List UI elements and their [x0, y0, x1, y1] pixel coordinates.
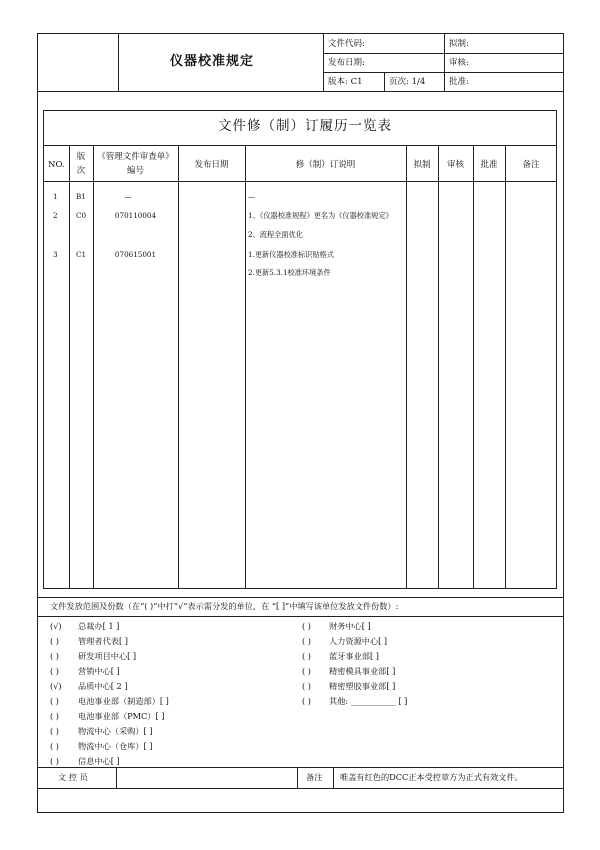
column-divider — [438, 145, 439, 589]
footer-bottom-border — [37, 788, 564, 789]
row-2-no: 2 — [53, 211, 58, 220]
dist-left-mark-1[interactable]: (√) — [50, 621, 62, 631]
distribution-top-border — [37, 597, 564, 598]
dist-right-unit-3: 蓝牙事业部[ ] — [329, 651, 379, 661]
row-1-desc: — — [248, 192, 256, 201]
dist-right-unit-1: 财务中心[ ] — [329, 621, 371, 631]
issue-date-label: 发布日期: — [328, 58, 365, 68]
dist-left-unit-4: 营销中心[ ] — [78, 666, 120, 676]
col-code-header: 编号 — [126, 166, 144, 176]
footer-divider — [297, 767, 298, 788]
document-controller-label: 文 控 员 — [58, 772, 88, 782]
document-title: 仪器校准规定 — [170, 54, 255, 69]
row-3-code: 070615001 — [114, 250, 157, 259]
dist-left-unit-7: 电池事业部（PMC）[ ] — [78, 711, 165, 721]
column-divider — [505, 145, 506, 589]
dist-right-mark-4[interactable]: ( ) — [302, 666, 311, 676]
header-divider — [323, 53, 564, 54]
dist-left-mark-9[interactable]: ( ) — [50, 741, 59, 751]
dist-left-mark-8[interactable]: ( ) — [50, 726, 59, 736]
header-divider — [323, 34, 324, 91]
distribution-header-divider — [37, 616, 564, 617]
dist-right-mark-2[interactable]: ( ) — [302, 636, 311, 646]
dist-right-unit-6[interactable]: 其他: ___________ [ ] — [329, 696, 408, 706]
col-date-header: 发布日期 — [194, 160, 229, 170]
approver-label: 批准: — [449, 77, 469, 87]
header-divider — [323, 72, 564, 73]
reviewer-label: 审核: — [449, 58, 469, 68]
dist-left-mark-10[interactable]: ( ) — [50, 756, 59, 766]
dist-left-mark-7[interactable]: ( ) — [50, 711, 59, 721]
dist-left-mark-6[interactable]: ( ) — [50, 696, 59, 706]
column-divider — [245, 145, 246, 589]
dist-left-unit-3: 研发项目中心[ ] — [78, 651, 137, 661]
row-2-version: C0 — [76, 211, 87, 220]
dist-right-mark-5[interactable]: ( ) — [302, 681, 311, 691]
drafter-label: 拟制: — [449, 39, 469, 49]
column-divider — [406, 145, 407, 589]
col-approve-header: 批准 — [480, 160, 498, 170]
dist-left-unit-10: 信息中心[ ] — [78, 756, 120, 766]
col-review-header: 审核 — [446, 160, 464, 170]
dist-left-unit-2: 管理者代表[ ] — [78, 636, 128, 646]
header-bottom-border — [37, 91, 564, 92]
page-label: 页次: 1/4 — [389, 77, 426, 87]
row-2-code: 070110004 — [114, 211, 157, 220]
row-3-desc-line-2: 2.更新5.3.1校准环境条件 — [248, 268, 331, 277]
row-1-no: 1 — [53, 192, 58, 201]
footer-remark-label: 备注 — [306, 772, 323, 782]
dist-left-mark-5[interactable]: (√) — [50, 681, 62, 691]
row-3-no: 3 — [53, 250, 58, 259]
row-3-desc-line-1: 1.更新仪器校准标识贴格式 — [248, 250, 334, 259]
row-2-desc-line-2: 2、流程全面优化 — [248, 230, 303, 239]
col-no-header: NO. — [48, 160, 65, 170]
dist-right-mark-3[interactable]: ( ) — [302, 651, 311, 661]
column-divider — [69, 145, 70, 589]
document-controller-field[interactable] — [117, 768, 296, 787]
col-version-header: 次 — [76, 166, 86, 176]
distribution-header: 文件发放范围及份数（在“( )”中打“√”表示需分发的单位，在 “[ ]”中填写该单位发放文件份数）: — [50, 601, 399, 611]
column-divider — [178, 145, 179, 589]
version-label: 版本: C1 — [328, 77, 363, 87]
doc-code-label: 文件代码: — [328, 39, 365, 49]
table-divider — [43, 145, 557, 146]
col-remark-header: 备注 — [522, 160, 540, 170]
dist-right-mark-6[interactable]: ( ) — [302, 696, 311, 706]
column-divider — [473, 145, 474, 589]
table-divider — [43, 181, 557, 182]
row-1-version: B1 — [76, 192, 86, 201]
header-divider — [384, 72, 385, 91]
footer-divider — [333, 767, 334, 788]
dist-left-mark-4[interactable]: ( ) — [50, 666, 59, 676]
col-code-header: 《管理文件审查单》 — [97, 152, 174, 162]
header-divider — [118, 34, 119, 91]
row-2-desc-line-1: 1、《仪器校准规程》更名为《仪器校准规定》 — [248, 211, 393, 220]
col-version-header: 版 — [76, 152, 86, 162]
col-desc-header: 修（制）订说明 — [295, 160, 356, 170]
dist-left-unit-5: 品质中心[ 2 ] — [78, 681, 128, 691]
row-1-code: — — [124, 192, 132, 201]
history-title: 文件修（制）订履历一览表 — [218, 118, 392, 134]
header-divider — [444, 34, 445, 91]
row-3-version: C1 — [76, 250, 87, 259]
dist-right-unit-5: 精密塑胶事业部[ ] — [329, 681, 396, 691]
dist-right-mark-1[interactable]: ( ) — [302, 621, 311, 631]
dist-left-unit-8: 物流中心（采购）[ ] — [78, 726, 153, 736]
dist-left-unit-9: 物流中心（仓库）[ ] — [78, 741, 153, 751]
dist-right-unit-2: 人力资源中心[ ] — [329, 636, 388, 646]
col-draft-header: 拟制 — [413, 160, 431, 170]
dist-left-mark-3[interactable]: ( ) — [50, 651, 59, 661]
footer-remark-text: 唯盖有红色的DCC正本受控章方为正式有效文件。 — [340, 772, 523, 782]
dist-left-mark-2[interactable]: ( ) — [50, 636, 59, 646]
dist-right-unit-4: 精密模具事业部[ ] — [329, 666, 396, 676]
dist-left-unit-6: 电池事业部（制造部）[ ] — [78, 696, 169, 706]
dist-left-unit-1: 总裁办[ 1 ] — [78, 621, 120, 631]
